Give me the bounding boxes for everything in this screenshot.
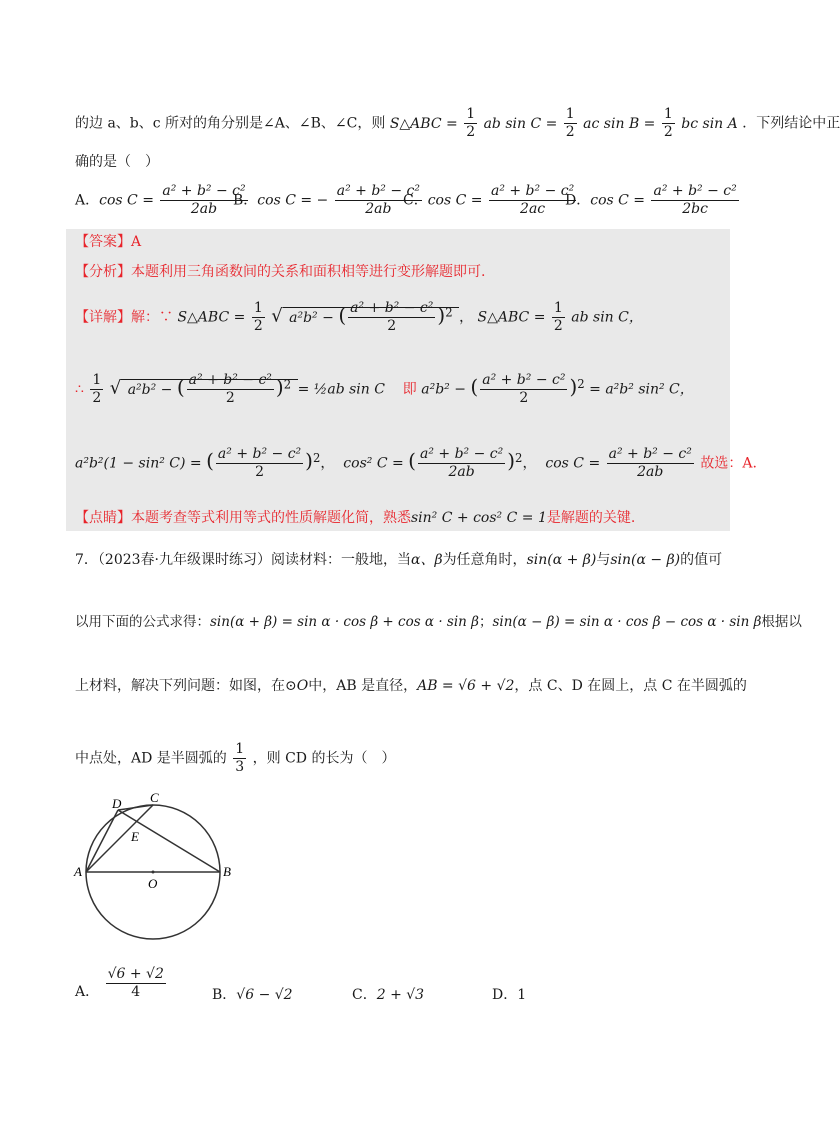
analysis-line: 【分析】本题利用三角函数间的关系和面积相等进行变形解题即可. [75,264,486,280]
p6-option-c: C．cos C = $\frac{\text{a² + b² − c²}}{2ac}$ [403,183,575,217]
problem7-line1: 7．（2023春·九年级课时练习）阅读材料：一般地，当α、β为任意角时，sin(α + β)与sin(α − β)的值可 [75,552,723,568]
problem6-line1: 的边 a、b、c 所对的角分别是∠A、∠B、∠C，则 S△ABC = $\frac{1}{2}$ ab sin C = $\frac{1}{2}$ ac sin B = $\frac{1}{2}$ bc sin A ．下列结论中正 [75,106,840,140]
answer-line: 【答案】A [75,234,142,250]
step2-line: ∴ $\frac{1}{2}$ √ a²b² − ( $\frac{\text{a² + b² − c²}}{2}$ )$^2$ = ½ab sin C 即 a²b² − ( $\frac{\text{a² + b² − c²}}{2}$ )$^2$ = a²b² sin² C， [75,372,694,406]
detail-line: 【详解】解：∵ S△ABC = $\frac{1}{2}$ √ a²b² − ( $\frac{\text{a² + b² − c²}}{2}$ )$^2$ ， S△ABC = $\frac{1}{2}$ ab sin C， [75,300,643,334]
p6-option-d: D．cos C = $\frac{\text{a² + b² − c²}}{2bc}$ [565,183,737,217]
label-e: E [131,829,139,844]
chord-ad [86,810,118,872]
problem7-line3: 上材料，解决下列问题：如图，在⊙O中，AB 是直径，AB = √6 + √2，点 C、D 在圆上，点 C 在半圆弧的 [75,678,747,694]
comment-line: 【点睛】本题考查等式利用等式的性质解题化简，熟悉sin² C + cos² C = 1是解题的关键. [75,510,636,526]
p7-option-b: B．√6 − √2 [212,987,293,1003]
p7-option-a: A． $\frac{√6 + √2}{4}$ [75,966,164,1000]
p7-option-d: D．1 [492,987,527,1003]
label-c: C [150,790,159,805]
p7-option-c: C．2 + √3 [352,987,425,1003]
label-b: B [223,864,231,879]
p6-option-b: B．cos C = − $\frac{\text{a² + b² − c²}}{2ab}$ [233,183,420,217]
center-dot [152,871,155,874]
step3-line: a²b²(1 − sin² C) = ( $\frac{\text{a² + b² − c²}}{2}$ )$^2$， cos² C = ( $\frac{\text{a² + b² − c²}}{2ab}$ )$^2$， cos C = $\frac{\text{a² + b² − c²}}{2ab}$ 故选：A. [75,446,757,480]
p6-option-a: A．cos C = $\frac{\text{a² + b² − c²}}{2ab}$ [75,183,246,217]
problem6-line2: 确的是（ ） [75,154,159,170]
circle-figure [70,790,245,960]
area-formula: S△ABC = $\frac{1}{2}$ ab sin C = $\frac{1}{2}$ ac sin B = $\frac{1}{2}$ bc sin A [389,106,738,140]
label-a: A [74,864,82,879]
problem7-line4: 中点处，AD 是半圆弧的 $\frac{1}{3}$ ，则 CD 的长为（ ） [75,741,396,775]
label-d: D [112,796,122,811]
chord-ac [86,805,153,872]
problem7-line2: 以用下面的公式求得：sin(α + β) = sin α · cos β + cos α · sin β；sin(α − β) = sin α · cos β − cos α · sin β根据以 [75,614,802,630]
label-o: O [148,876,158,891]
